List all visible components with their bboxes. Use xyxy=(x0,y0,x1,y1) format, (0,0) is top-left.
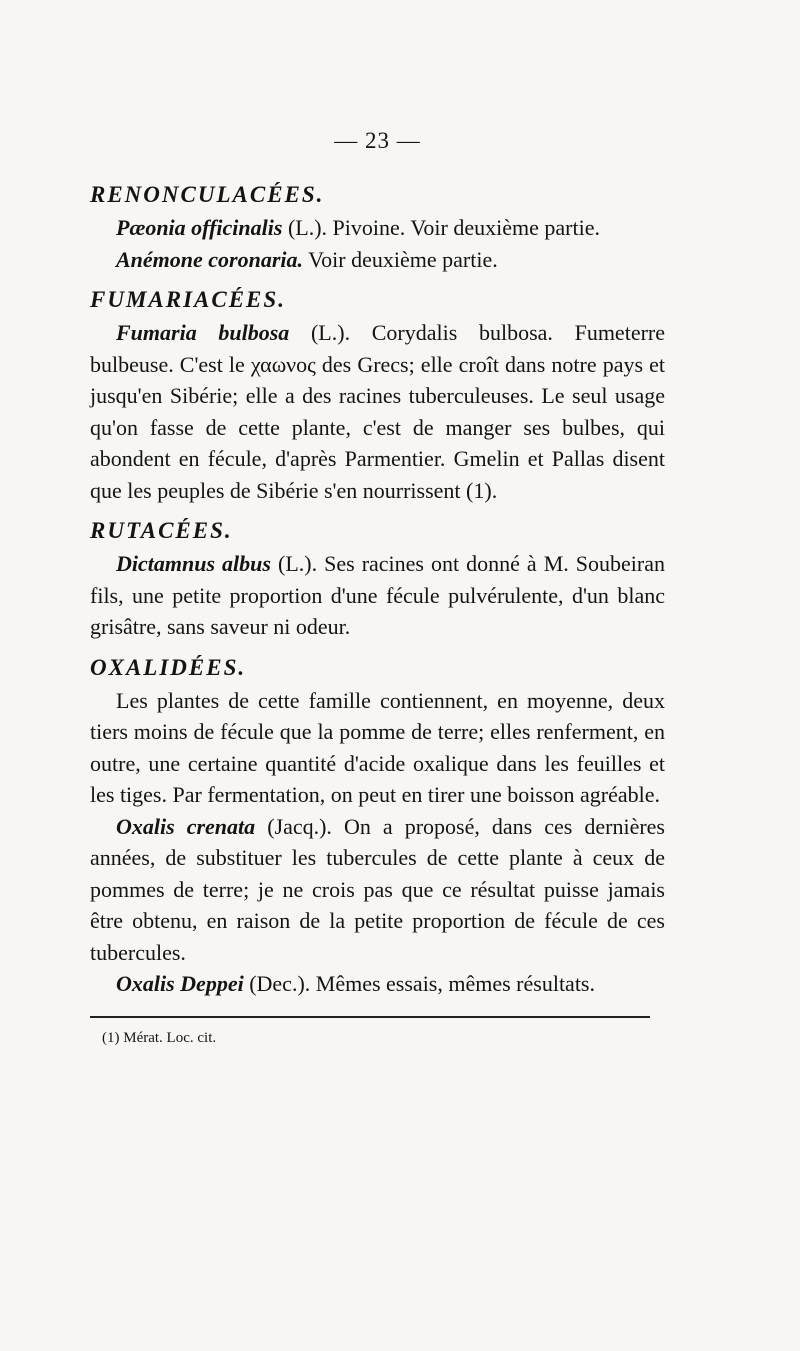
section-rutacees xyxy=(90,514,665,643)
entry-paragraph xyxy=(90,548,665,643)
section-heading: FUMARIACÉES. xyxy=(90,287,286,312)
entry-text: Les plantes de cette famille contiennent, en moyenne, deux tiers moins de fécule que la pomme de terre; elles renferment, en outre, une certaine quantité d'acide oxalique dans les feuilles et les tiges. Par fermentation, on peut en tirer une boisson agréable. xyxy=(90,687,665,807)
section-heading: OXALIDÉES. xyxy=(90,654,247,680)
species-name: Pæonia officinalis xyxy=(116,215,283,240)
section-fumariacees xyxy=(90,283,665,506)
section-heading: RUTACÉES. xyxy=(90,518,233,543)
entry-text: (L.). Corydalis bulbosa. Fumeterre bulbeuse. C'est le χαωνος des Grecs; elle croît dans notre pays et jusqu'en Sibérie; elle a des racines tuberculeuses. Le seul usage qu'on fasse de cette plante, c'est de manger ses bulbes, qui abondent en fécule, d'après Parmentier. Gmelin et Pallas disent que les peuples de Sibérie s'en nourrissent (1). xyxy=(90,320,665,503)
entry-paragraph xyxy=(90,685,665,811)
footnote-divider xyxy=(90,1016,650,1018)
entry-paragraph xyxy=(90,317,665,506)
species-name: Dictamnus albus xyxy=(116,551,271,576)
section-renonculacees xyxy=(90,178,665,275)
section-heading: RENONCULACÉES. xyxy=(90,182,325,207)
species-name: Oxalis crenata xyxy=(116,813,256,839)
entry-text: Voir deuxième partie. xyxy=(303,246,498,272)
species-name: Anémone coronaria. xyxy=(116,246,304,272)
entry-text: (L.). Pivoine. Voir deuxième partie. xyxy=(282,215,600,240)
book-page xyxy=(90,128,665,1047)
entry-paragraph xyxy=(90,244,665,276)
entry-text: (L.). Ses racines ont donné à M. Soubeiran fils, une petite proportion d'une fécule pulvérulente, d'un blanc grisâtre, sans saveur ni odeur. xyxy=(90,551,666,639)
section-oxalidees xyxy=(90,651,665,1000)
entry-paragraph xyxy=(90,212,665,244)
entry-paragraph xyxy=(90,811,665,969)
entry-paragraph xyxy=(90,968,665,1000)
species-name: Oxalis Deppei xyxy=(116,971,244,996)
page-number: — 23 — xyxy=(334,128,421,153)
entry-text: (Jacq.). On a proposé, dans ces dernières années, de substituer les tubercules de cette plante à ceux de pommes de terre; je ne crois pas que ce résultat puisse jamais être obtenu, en raison de la petite proportion de fécule de ces tubercules. xyxy=(90,813,665,965)
footnote: (1) Mérat. Loc. cit. xyxy=(102,1029,217,1046)
species-name: Fumaria bulbosa xyxy=(116,320,290,345)
entry-text: (Dec.). Mêmes essais, mêmes résultats. xyxy=(243,971,595,996)
